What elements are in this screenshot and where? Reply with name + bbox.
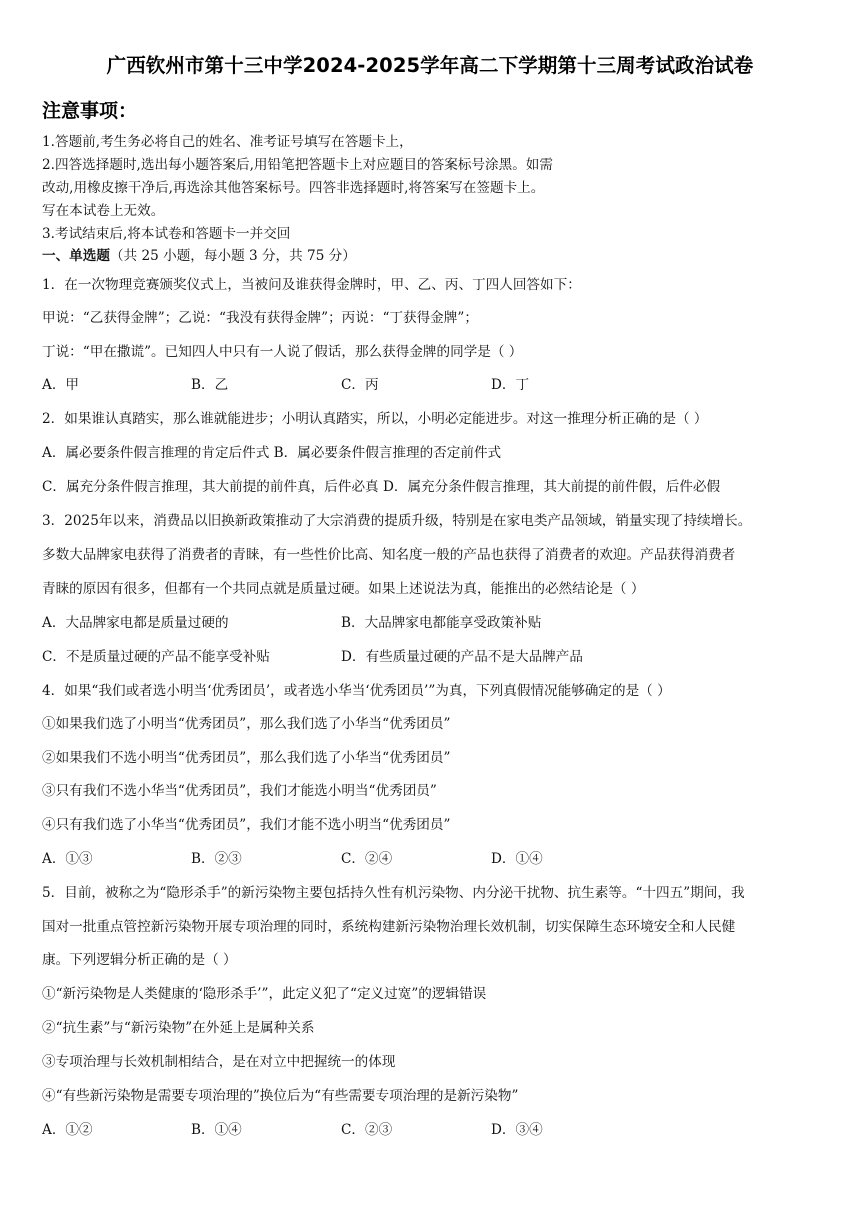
- option-cd: C．属充分条件假言推理，其大前提的前件真，后件必真 D．属充分条件假言推理，其大前提的前件假，后件必假: [42, 479, 721, 495]
- question-statement: ④只有我们选了小华当“优秀团员”，我们才能不选小明当“优秀团员”: [42, 817, 451, 833]
- option-a: A．甲: [42, 377, 80, 393]
- question-stem: 1．在一次物理竞赛颁奖仪式上，当被问及谁获得金牌时，甲、乙、丙、丁四人回答如下：: [42, 277, 581, 293]
- notice-line: 1.答题前,考生务必将自己的姓名、准考证号填写在答题卡上，: [42, 134, 413, 150]
- option-c: C．不是质量过硬的产品不能享受补贴: [42, 649, 270, 665]
- option-ab: A．属必要条件假言推理的肯定后件式 B．属必要条件假言推理的否定前件式: [42, 445, 502, 461]
- question-stem: 3．2025年以来，消费品以旧换新政策推动了大宗消费的提质升级，特别是在家电类产品领域，销量实现了持续增长。: [42, 513, 752, 529]
- question-stem: 青睐的原因有很多，但都有一个共同点就是质量过硬。如果上述说法为真，能推出的必然结论是（ ）: [42, 581, 645, 597]
- question-stem: 5．目前，被称之为“隐形杀手”的新污染物主要包括持久性有机污染物、内分泌干扰物、抗生素等。“十四五”期间，我: [42, 885, 745, 901]
- option-c: C．②④: [341, 851, 393, 867]
- option-d: D．丁: [491, 377, 530, 393]
- question-stem: 4．如果“我们或者选小明当‘优秀团员’，或者选小华当‘优秀团员’”为真，下列真假情况能够确定的是（ ）: [42, 683, 671, 699]
- question-stem: 多数大品牌家电获得了消费者的青睐，有一些性价比高、知名度一般的产品也获得了消费者的欢迎。产品获得消费者: [42, 547, 736, 563]
- question-statement: ③只有我们不选小华当“优秀团员”，我们才能选小明当“优秀团员”: [42, 783, 437, 799]
- notice-line: 2.四答选择题时,选出每小题答案后,用铅笔把答题卡上对应题目的答案标号涂黑。如需: [42, 157, 553, 173]
- question-stem: 甲说：“乙获得金牌”；乙说：“我没有获得金牌”；丙说：“丁获得金牌”；: [42, 310, 478, 326]
- section-heading: [42, 247, 356, 265]
- option-a: A．大品牌家电都是质量过硬的: [42, 615, 229, 631]
- option-c: C．丙: [341, 377, 379, 393]
- question-statement: ④“有些新污染物是需要专项治理的”换位后为“有些需要专项治理的是新污染物”: [42, 1088, 519, 1104]
- notice-line: 改动,用橡皮擦干净后,再选涂其他答案标号。四答非选择题时,将答案写在签题卡上。: [42, 180, 545, 196]
- question-stem: 康。下列逻辑分析正确的是（ ）: [42, 952, 237, 968]
- exam-title: 广西钦州市第十三中学2024-2025学年高二下学期第十三周考试政治试卷: [106, 54, 754, 77]
- option-b: B．乙: [191, 377, 229, 393]
- question-statement: ②如果我们不选小明当“优秀团员”，那么我们选了小华当“优秀团员”: [42, 750, 451, 766]
- option-b: B．大品牌家电都能享受政策补贴: [341, 615, 542, 631]
- question-statement: ①“新污染物是人类健康的‘隐形杀手’”，此定义犯了“定义过宽”的逻辑错误: [42, 986, 487, 1002]
- option-a: A．①②: [42, 1122, 93, 1138]
- option-d: D．③④: [491, 1122, 543, 1138]
- option-b: B．②③: [191, 851, 242, 867]
- question-statement: ①如果我们选了小明当“优秀团员”，那么我们选了小华当“优秀团员”: [42, 716, 451, 732]
- notice-line: 3.考试结束后,将本试卷和答题卡一并交回: [42, 226, 291, 242]
- question-stem: 国对一批重点管控新污染物开展专项治理的同时，系统构建新污染物治理长效机制，切实保障生态环境安全和人民健: [42, 919, 736, 935]
- option-d: D．①④: [491, 851, 543, 867]
- question-stem: 2．如果谁认真踏实，那么谁就能进步；小明认真踏实，所以，小明必定能进步。对这一推理分析正确的是（ ）: [42, 411, 708, 427]
- section-title: 一、单选题: [42, 248, 110, 264]
- option-c: C．②③: [341, 1122, 393, 1138]
- option-b: B．①④: [191, 1122, 242, 1138]
- section-note: （共 25 小题，每小题 3 分，共 75 分）: [109, 248, 356, 264]
- question-stem: 丁说：“甲在撒谎”。已知四人中只有一人说了假话，那么获得金牌的同学是（ ）: [42, 344, 523, 360]
- notice-line: 写在本试卷上无效。: [42, 203, 165, 219]
- option-d: D．有些质量过硬的产品不是大品牌产品: [341, 649, 583, 665]
- notice-heading: 注意事项：: [42, 100, 138, 122]
- question-statement: ③专项治理与长效机制相结合，是在对立中把握统一的体现: [42, 1054, 396, 1070]
- question-statement: ②“抗生素”与“新污染物”在外延上是属种关系: [42, 1020, 315, 1036]
- option-a: A．①③: [42, 851, 93, 867]
